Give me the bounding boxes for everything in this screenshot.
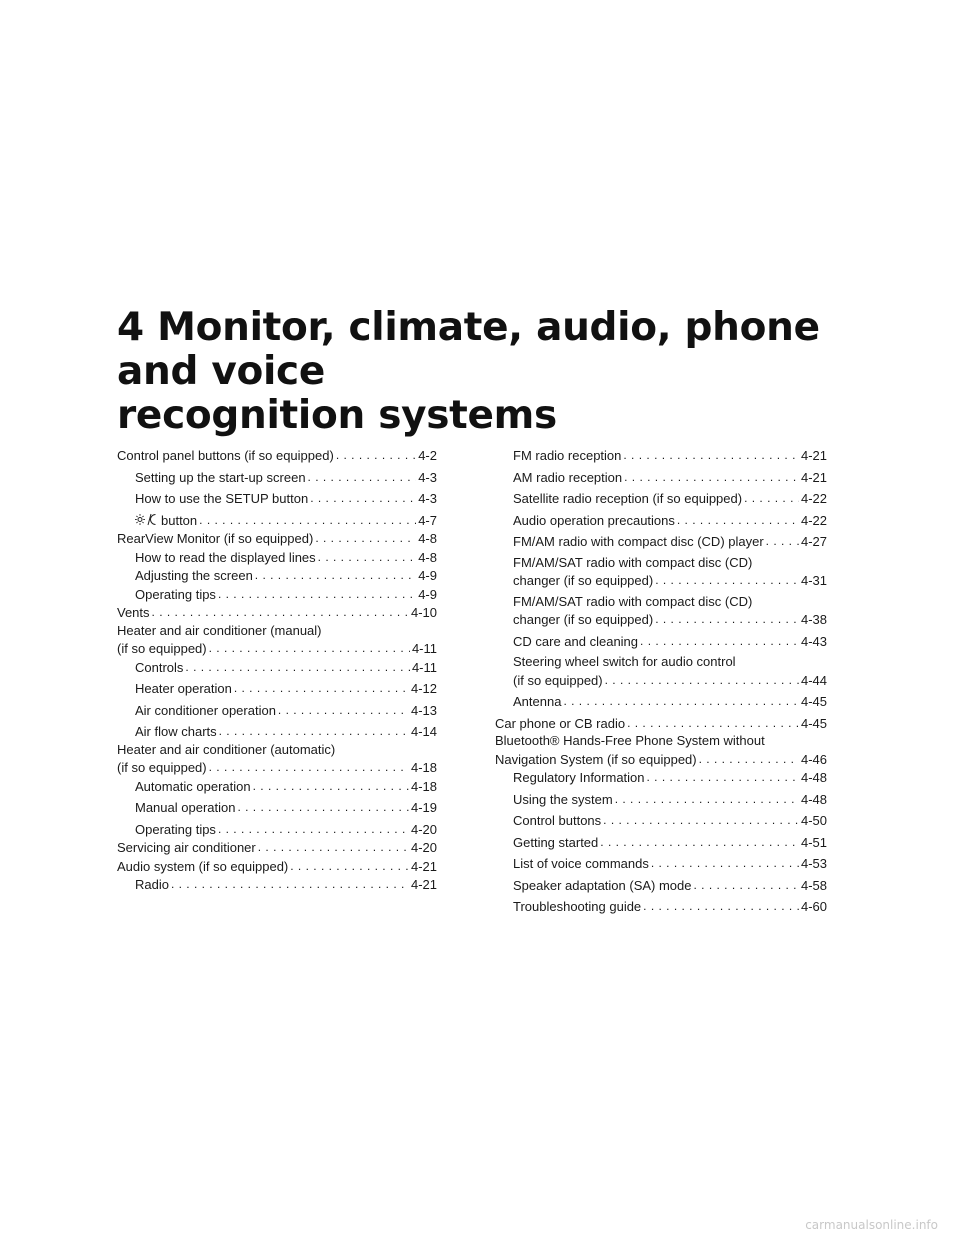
toc-entry-getting-started[interactable]: Getting started . . . 4-51 [495,833,827,852]
toc-entry-audio-precautions[interactable]: Audio operation precautions . . . 4-22 [495,511,827,530]
toc-entry-cd-changer-1[interactable]: FM/AM/SAT radio with compact disc (CD) changer (if so equipped) . . . 4-31 [495,554,827,590]
toc-entry-control-buttons[interactable]: Control buttons . . . 4-50 [495,811,827,830]
toc-entry-startup-screen[interactable]: Setting up the start-up screen . . . 4-3 [117,468,437,487]
toc-entry-radio[interactable]: Radio . . . 4-21 [117,875,437,894]
chapter-title [117,306,877,438]
toc-entry-vents[interactable]: Vents . . . 4-10 [117,603,437,622]
toc-entry-regulatory[interactable]: Regulatory Information . . . 4-48 [495,768,827,787]
toc-entry-operating-tips-climate[interactable]: Operating tips . . . 4-20 [117,820,437,839]
toc-entry-manual-operation[interactable]: Manual operation . . . 4-19 [117,798,437,817]
toc-entry-antenna[interactable]: Antenna . . . 4-45 [495,692,827,711]
toc-entry-rearview-monitor[interactable]: RearView Monitor (if so equipped) . . . 4-8 [117,529,437,548]
toc-entry-ac-operation[interactable]: Air conditioner operation . . . 4-13 [117,701,437,720]
toc-entry-setup-button[interactable]: How to use the SETUP button . . . 4-3 [117,489,437,508]
toc-entry-displayed-lines[interactable]: How to read the displayed lines . . . 4-8 [117,548,437,567]
toc-entry-using-system[interactable]: Using the system . . . 4-48 [495,790,827,809]
toc-entry-servicing-ac[interactable]: Servicing air conditioner . . . 4-20 [117,838,437,857]
toc-entry-heater-operation[interactable]: Heater operation . . . 4-12 [117,679,437,698]
toc-entry-audio-system[interactable]: Audio system (if so equipped) . . . 4-21 [117,857,437,876]
toc-entry-control-panel[interactable]: Control panel buttons (if so equipped) . . . 4-2 [117,446,437,465]
toc-entry-troubleshooting[interactable]: Troubleshooting guide . . . 4-60 [495,897,827,916]
toc-entry-cd-care[interactable]: CD care and cleaning . . . 4-43 [495,632,827,651]
toc-entry-heater-automatic[interactable]: Heater and air conditioner (automatic) (if so equipped) . . . 4-18 [117,741,437,777]
chapter-title-line-2: recognition systems [117,393,557,438]
toc-entry-adjusting-screen[interactable]: Adjusting the screen . . . 4-9 [117,566,437,585]
watermark: carmanualsonline.info [805,1218,938,1232]
toc-entry-fm-reception[interactable]: FM radio reception . . . 4-21 [495,446,827,465]
sun-moon-icon [135,513,159,526]
chapter-title-line-1: 4 Monitor, climate, audio, phone and voice [117,305,820,394]
toc-entry-automatic-operation[interactable]: Automatic operation . . . 4-18 [117,777,437,796]
toc-entry-voice-commands[interactable]: List of voice commands . . . 4-53 [495,854,827,873]
toc-entry-steering-switch[interactable]: Steering wheel switch for audio control (if so equipped) . . . 4-44 [495,653,827,689]
toc-entry-bluetooth[interactable]: Bluetooth® Hands-Free Phone System without Navigation System (if so equipped) . . . 4-46 [495,732,827,768]
toc-entry-am-reception[interactable]: AM radio reception . . . 4-21 [495,468,827,487]
toc-entry-operating-tips-monitor[interactable]: Operating tips . . . 4-9 [117,585,437,604]
toc-entry-sun-moon-button[interactable]: button . . . 4-7 [117,511,437,530]
toc-entry-car-phone[interactable]: Car phone or CB radio . . . 4-45 [495,714,827,733]
toc-right-column [495,446,827,916]
toc-entry-controls[interactable]: Controls . . . 4-11 [117,658,437,677]
toc-entry-cd-player[interactable]: FM/AM radio with compact disc (CD) player . . . 4-27 [495,532,827,551]
toc-entry-heater-manual[interactable]: Heater and air conditioner (manual) (if so equipped) . . . 4-11 [117,622,437,658]
toc-entry-air-flow-charts[interactable]: Air flow charts . . . 4-14 [117,722,437,741]
toc-left-column [117,446,437,894]
toc-entry-satellite-reception[interactable]: Satellite radio reception (if so equipped) . . . 4-22 [495,489,827,508]
toc-entry-speaker-adaptation[interactable]: Speaker adaptation (SA) mode . . . 4-58 [495,876,827,895]
toc-entry-cd-changer-2[interactable]: FM/AM/SAT radio with compact disc (CD) changer (if so equipped) . . . 4-38 [495,593,827,629]
